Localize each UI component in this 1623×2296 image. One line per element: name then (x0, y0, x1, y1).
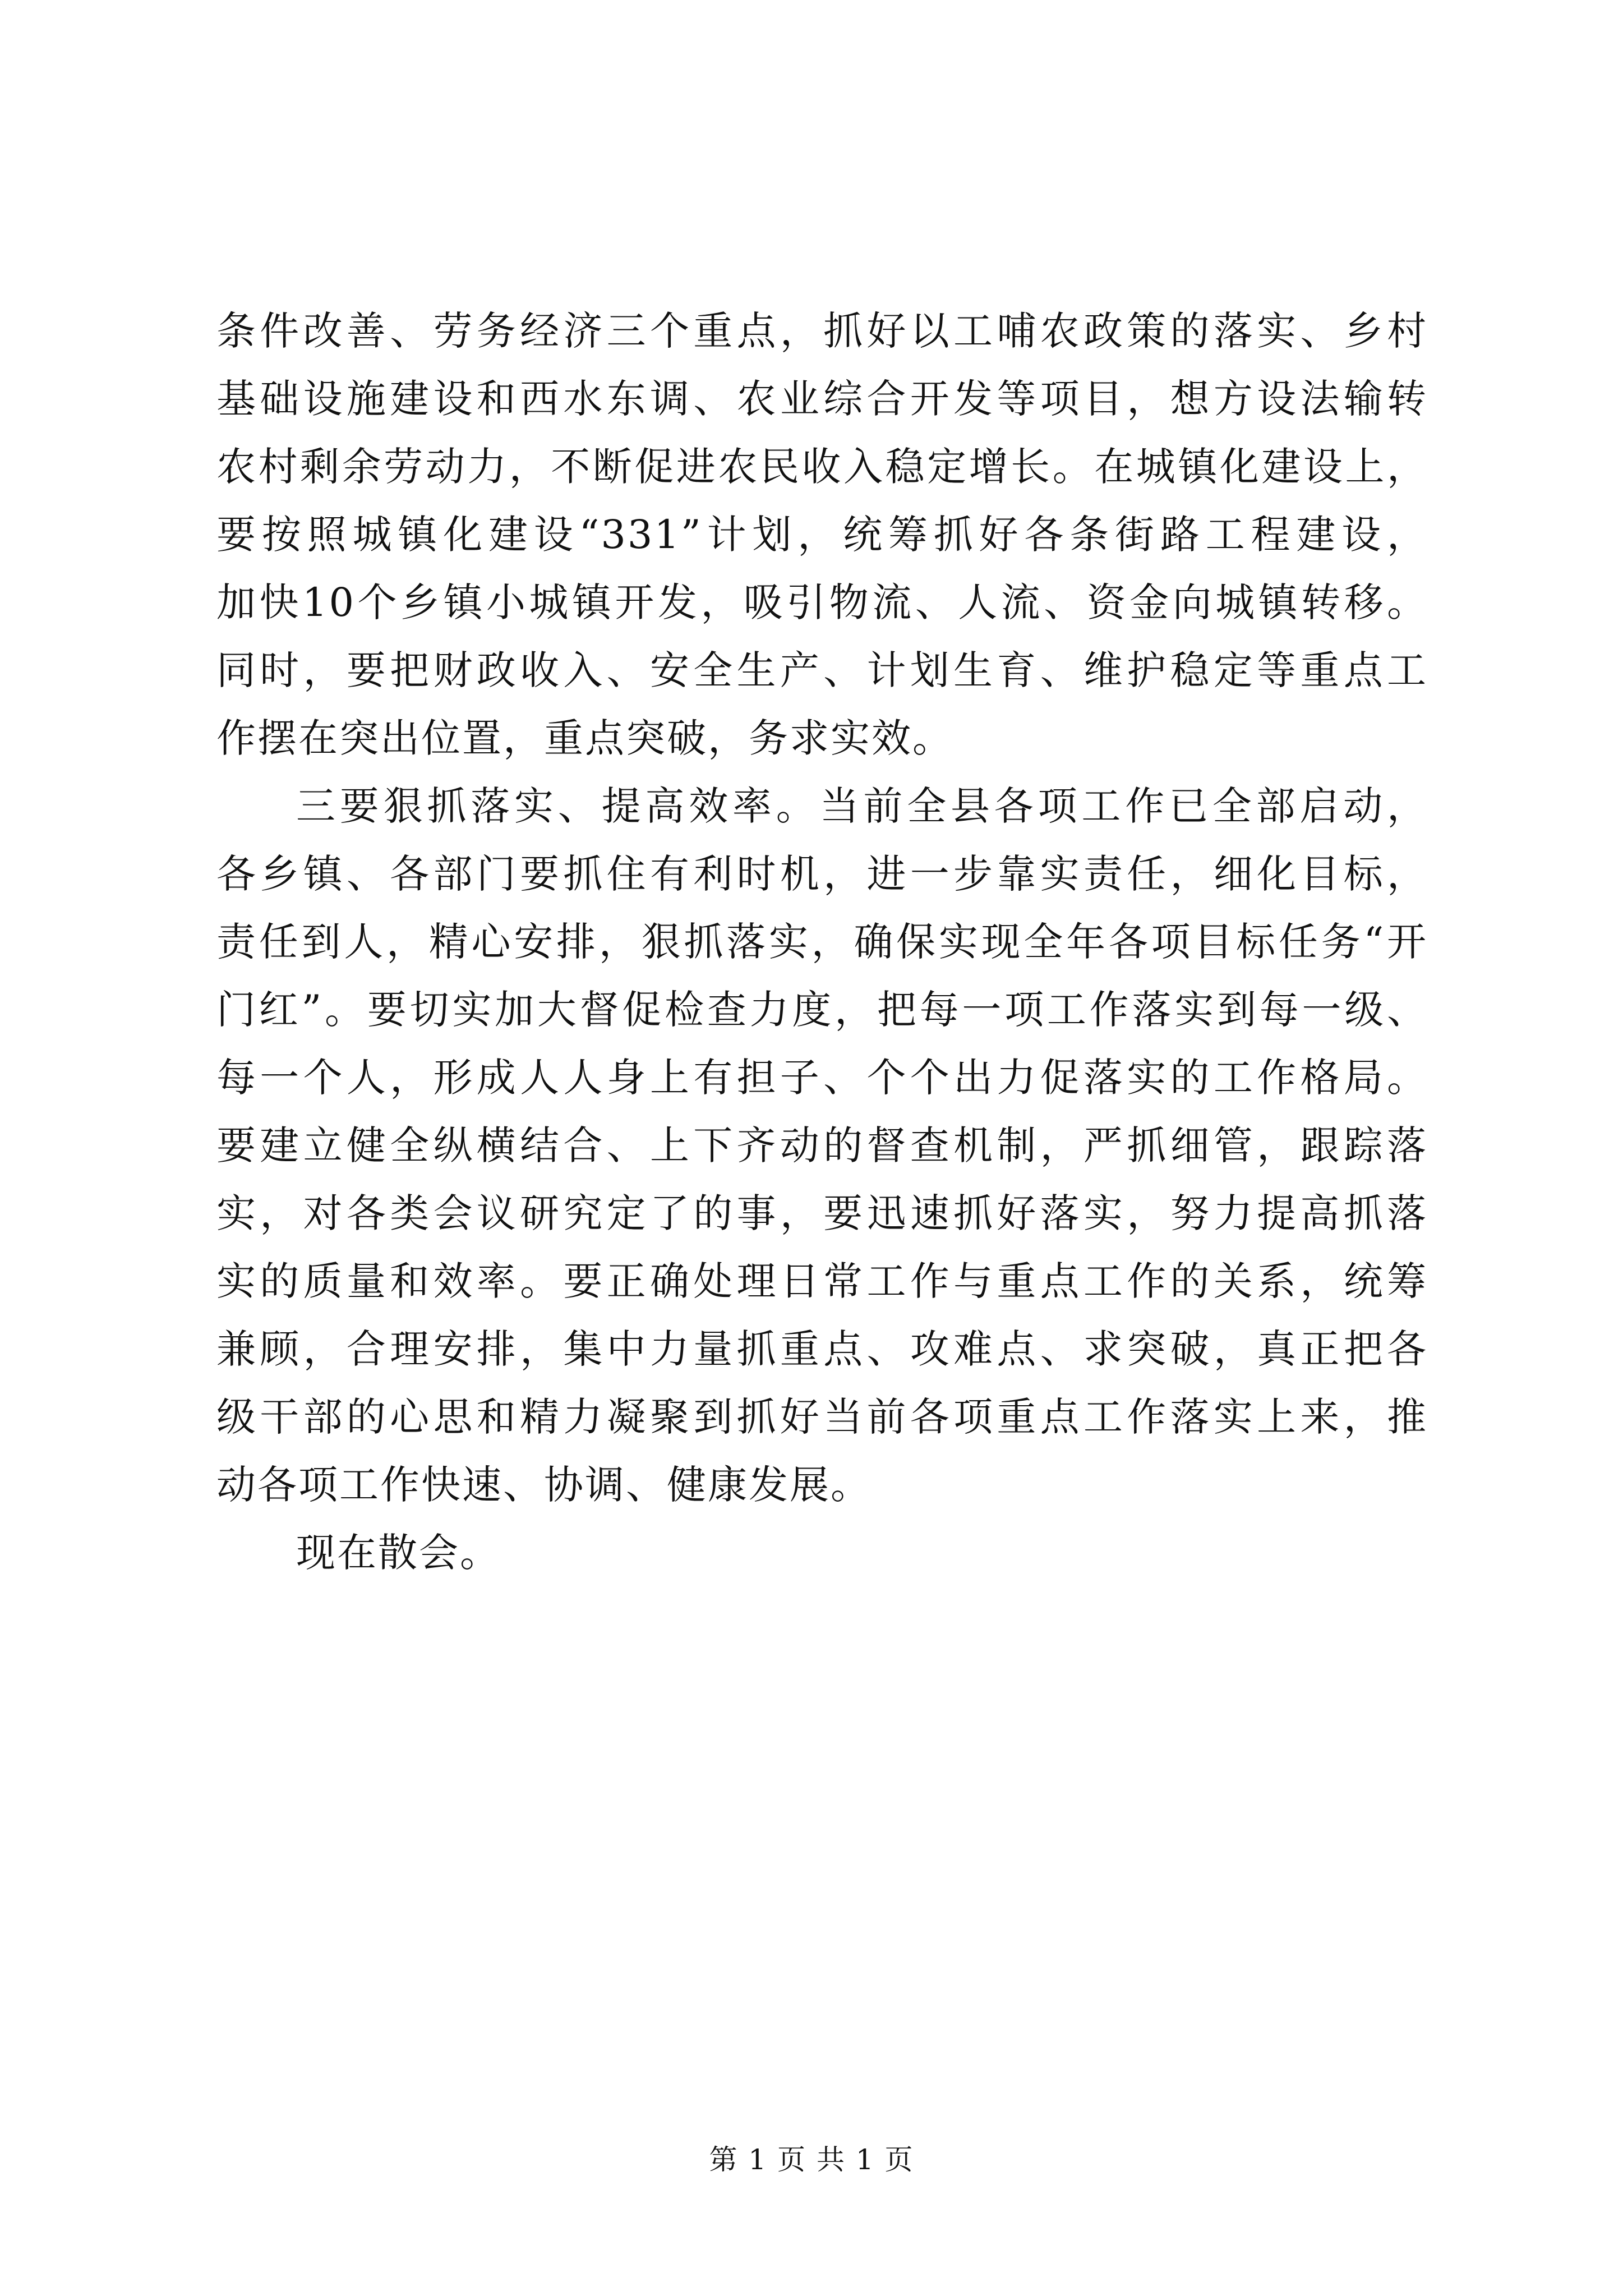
text-line: 每一个人，形成人人身上有担子、个个出力促落实的工作格局。 (216, 1055, 1428, 1101)
paragraph-2 (216, 772, 1428, 1519)
text-line: 门红”。要切实加大督促检查力度，把每一项工作落实到每一级、 (216, 987, 1428, 1033)
page-number-footer: 第 1 页 共 1 页 (709, 2143, 914, 2176)
text-line: 加快10个乡镇小城镇开发，吸引物流、人流、资金向城镇转移。 (216, 579, 1428, 625)
text-line: 三要狠抓落实、提高效率。当前全县各项工作已全部启动， (296, 783, 1428, 829)
text-line: 责任到人，精心安排，狠抓落实，确保实现全年各项目标任务“开 (216, 919, 1428, 965)
text-line: 作摆在突出位置，重点突破，务求实效。 (216, 715, 953, 761)
text-line: 各乡镇、各部门要抓住有利时机，进一步靠实责任，细化目标， (216, 851, 1428, 897)
text-line: 要按照城镇化建设“331”计划，统筹抓好各条街路工程建设， (216, 512, 1428, 558)
text-line: 基础设施建设和西水东调、农业综合开发等项目，想方设法输转 (216, 376, 1428, 422)
text-line: 级干部的心思和精力凝聚到抓好当前各项重点工作落实上来，推 (216, 1394, 1428, 1440)
text-line: 条件改善、劳务经济三个重点，抓好以工哺农政策的落实、乡村 (216, 308, 1428, 354)
document-body (216, 297, 1428, 1587)
text-line: 动各项工作快速、协调、健康发展。 (216, 1462, 872, 1508)
text-line: 农村剩余劳动力，不断促进农民收入稳定增长。在城镇化建设上， (216, 444, 1428, 490)
paragraph-3 (216, 1519, 1428, 1587)
text-line: 实的质量和效率。要正确处理日常工作与重点工作的关系，统筹 (216, 1258, 1428, 1304)
text-line: 同时，要把财政收入、安全生产、计划生育、维护稳定等重点工 (216, 647, 1428, 693)
paragraph-1 (216, 297, 1428, 772)
text-line: 要建立健全纵横结合、上下齐动的督查机制，严抓细管，跟踪落 (216, 1122, 1428, 1168)
text-line: 现在散会。 (296, 1530, 501, 1576)
text-line: 实，对各类会议研究定了的事，要迅速抓好落实，努力提高抓落 (216, 1190, 1428, 1236)
text-line: 兼顾，合理安排，集中力量抓重点、攻难点、求突破，真正把各 (216, 1326, 1428, 1372)
